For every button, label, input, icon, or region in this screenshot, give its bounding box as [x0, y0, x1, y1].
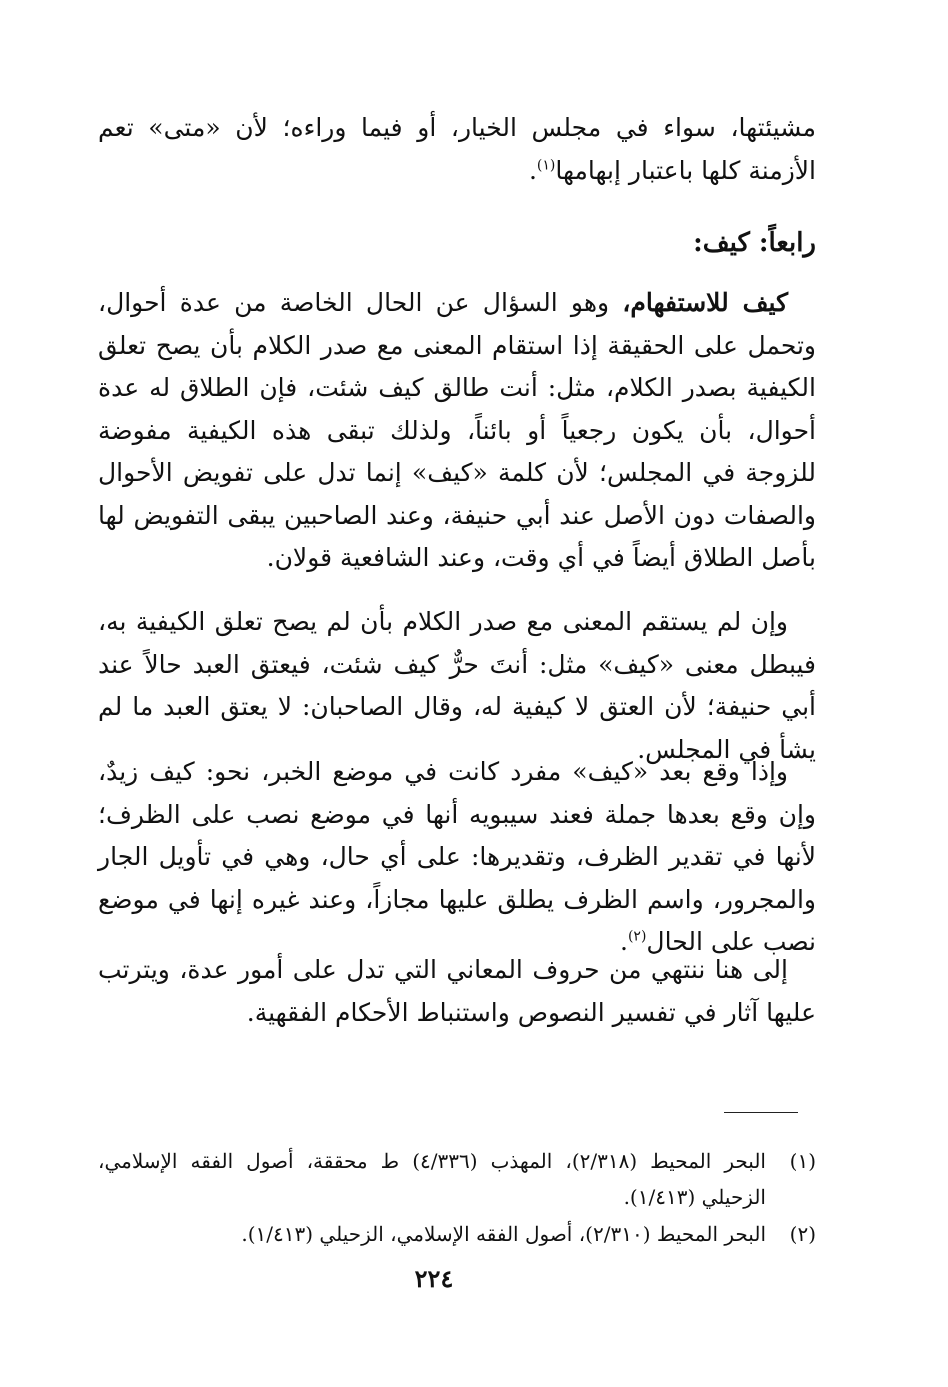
paragraph-kayfa-invalid — [98, 601, 816, 771]
paragraph-kayfa-grammar — [98, 751, 816, 964]
footnote-item — [98, 1143, 816, 1215]
paragraph-continuation — [98, 107, 816, 192]
paragraph-text: وهو السؤال عن الحال الخاصة من عدة أحوال، وتحمل على الحقيقة إذا استقام المعنى مع صدر الكلام بأن يصح تعلق الكيفية بصدر الكلام، مثل: أنت طالق كيف شئت، فإن الطلاق له عدة أحوال، بأن يكون رجعياً أو بائناً، ولذلك تبقى هذه الكيفية مفوضة للزوجة في المجلس؛ لأن كلمة «كيف» إنما تدل على تفويض الأحوال والصفات دون الأصل عند أبي حنيفة، وعند الصاحبين يبقى التفويض لها بأصل الطلاق أيضاً في أي وقت، وعند الشافعية قولان. — [98, 288, 816, 572]
footnote-separator — [724, 1112, 798, 1113]
footnote-number: (١) — [789, 1149, 816, 1173]
paragraph-end-mark: . — [528, 155, 537, 185]
footnotes — [98, 1143, 816, 1253]
footnote-ref-1[interactable]: (١) — [536, 157, 556, 174]
footnote-number: (٢) — [789, 1222, 816, 1246]
paragraph-text: مشيئتها، سواء في مجلس الخيار، أو فيما وراءه؛ لأن «متى» تعم الأزمنة كلها باعتبار إبهامها — [98, 113, 816, 185]
footnote-text: البحر المحيط (٢/٣١٨)، المهذب (٤/٣٣٦) ط محققة، أصول الفقه الإسلامي، الزحيلي (١/٤١٣). — [98, 1149, 766, 1209]
footnote-text: البحر المحيط (٢/٣١٠)، أصول الفقه الإسلامي، الزحيلي (١/٤١٣). — [241, 1222, 766, 1246]
page-number: ٢٢٤ — [414, 1264, 454, 1293]
footnote-ref-2[interactable]: (٢) — [627, 928, 647, 945]
paragraph-text: وإن لم يستقم المعنى مع صدر الكلام بأن لم يصح تعلق الكيفية به، فيبطل معنى «كيف» مثل: أنتَ حرٌّ كيف شئت، فيعتق العبد حالاً عند أبي حنيفة؛ لأن العتق لا كيفية له، وقال الصاحبان: لا يعتق العبد ما لم يشأ في المجلس. — [98, 607, 816, 764]
defined-term: كيف للاستفهام، — [622, 288, 788, 317]
footnote-item — [98, 1216, 816, 1252]
paragraph-end-mark: . — [619, 927, 628, 956]
paragraph-kayfa-interrogative — [98, 282, 816, 580]
section-heading: رابعاً: كيف: — [693, 228, 816, 258]
paragraph-text: وإذا وقع بعد «كيف» مفرد كانت في موضع الخبر، نحو: كيف زيدٌ، وإن وقع بعدها جملة فعند سيبويه أنها في موضع نصب على الظرف؛ لأنها في تقدير الظرف، وتقديرها: على أي حال، وهي في تأويل الجار والمجرور، واسم الظرف يطلق عليها مجازاً، وعند غيره إنها في موضع نصب على الحال — [98, 757, 816, 956]
paragraph-text: إلى هنا ننتهي من حروف المعاني التي تدل على أمور عدة، ويترتب عليها آثار في تفسير النصوص واستنباط الأحكام الفقهية. — [98, 955, 816, 1027]
paragraph-conclusion — [98, 949, 816, 1034]
